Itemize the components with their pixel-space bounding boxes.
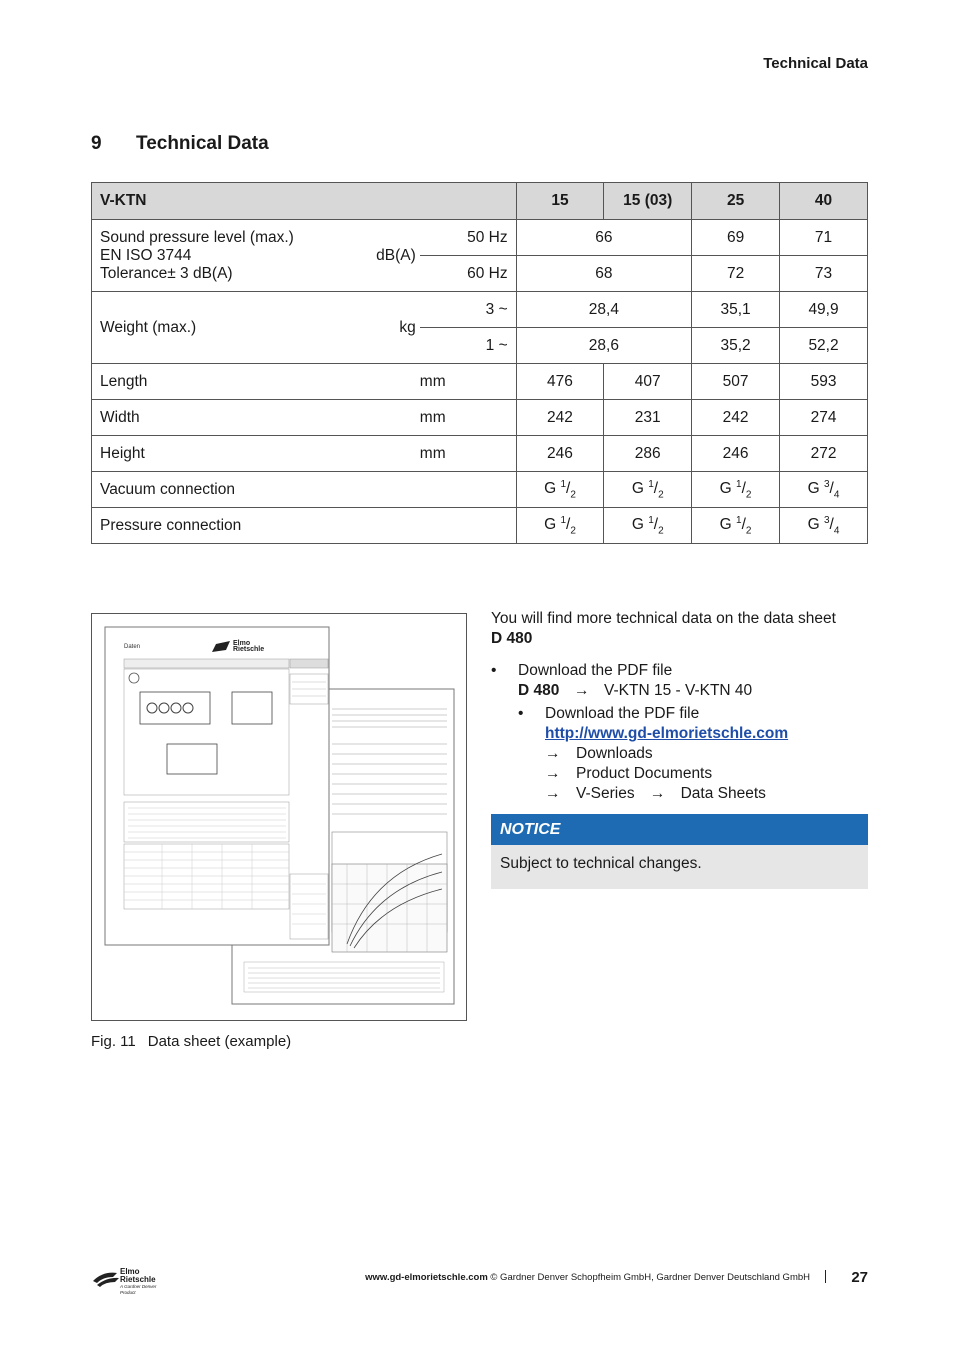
bullet: • <box>518 705 524 722</box>
footer-divider <box>825 1270 826 1283</box>
sound-unit: dB(A) <box>376 246 416 264</box>
arrow-icon: → <box>573 682 590 699</box>
weight-sub-label: 3 ~ <box>420 292 516 328</box>
footer-text: © Gardner Denver Schopfheim GmbH, Gardner Denver Deutschland GmbH <box>487 1272 810 1283</box>
figure-caption-text: Data sheet (example) <box>147 1033 292 1050</box>
sheet-code: D 480 <box>518 682 560 699</box>
table-cell: 507 <box>692 364 780 400</box>
table-cell: 35,1 <box>692 292 780 328</box>
table-cell: G $^1/_2$ <box>604 472 692 508</box>
table-cell: 28,4 <box>516 292 692 328</box>
table-cell: 274 <box>780 400 868 436</box>
list-item <box>518 704 788 804</box>
footer-brand-tag: A Gardner Denver Product <box>120 1284 157 1295</box>
weight-sub-label: 1 ~ <box>420 328 516 364</box>
table-row <box>92 400 868 436</box>
arrow-icon: → <box>545 785 561 802</box>
table-cell: 72 <box>692 256 780 292</box>
table-cell: 71 <box>780 220 868 256</box>
path-data-sheets: Data Sheets <box>680 785 766 802</box>
row-unit: mm <box>420 400 516 436</box>
table-cell: 246 <box>692 436 780 472</box>
sound-standard: EN ISO 3744 <box>100 246 192 264</box>
sound-sub-label: 60 Hz <box>420 256 516 292</box>
model-range: V-KTN 15 - V-KTN 40 <box>604 682 753 699</box>
data-sheet-illustration <box>92 614 466 1020</box>
data-sheet-figure <box>91 613 467 1021</box>
weight-label-cell <box>92 292 420 364</box>
table-cell: 52,2 <box>780 328 868 364</box>
table-row <box>92 220 868 256</box>
section-number: 9 <box>91 133 102 154</box>
sound-sub-label: 50 Hz <box>420 220 516 256</box>
row-label: Height <box>92 436 420 472</box>
table-cell: G $^1/_2$ <box>692 472 780 508</box>
table-row <box>92 292 868 328</box>
notice-text: Subject to technical changes. <box>491 845 868 889</box>
table-cell: G $^3/_4$ <box>780 472 868 508</box>
table-cell: G $^3/_4$ <box>780 508 868 544</box>
table-row <box>92 436 868 472</box>
table-cell: 69 <box>692 220 780 256</box>
page-number: 27 <box>851 1269 868 1286</box>
info-paragraph <box>491 609 871 649</box>
sound-tolerance: Tolerance± 3 dB(A) <box>100 264 233 282</box>
weight-label: Weight (max.) <box>100 318 197 336</box>
table-cell: 35,2 <box>692 328 780 364</box>
table-cell: 28,6 <box>516 328 692 364</box>
arrow-icon: → <box>649 785 666 802</box>
table-cell: 49,9 <box>780 292 868 328</box>
section-title: Technical Data <box>136 133 269 154</box>
svg-text:Rietschle: Rietschle <box>233 646 265 653</box>
table-cell: G $^1/_2$ <box>516 472 604 508</box>
table-cell: 231 <box>604 400 692 436</box>
table-cell: 242 <box>516 400 604 436</box>
path-v-series: V-Series <box>576 785 635 802</box>
table-cell: G $^1/_2$ <box>604 508 692 544</box>
weight-unit: kg <box>399 319 416 336</box>
row-label: Length <box>92 364 420 400</box>
info-text: You will find more technical data on the data sheet <box>491 610 836 627</box>
table-row <box>92 472 868 508</box>
footer-brand: Rietschle <box>120 1275 156 1284</box>
table-cell: 68 <box>516 256 692 292</box>
bullet-text: Download the PDF file <box>545 705 700 722</box>
table-cell: 407 <box>604 364 692 400</box>
footer-url: www.gd-elmorietschle.com <box>365 1272 488 1283</box>
info-sheet-code: D 480 <box>491 630 533 647</box>
table-cell: 242 <box>692 400 780 436</box>
table-cell: 286 <box>604 436 692 472</box>
path-downloads: Downloads <box>576 745 653 762</box>
sound-label-cell <box>92 220 420 292</box>
path-product-documents: Product Documents <box>576 765 713 782</box>
table-row <box>92 364 868 400</box>
table-cell: G $^1/_2$ <box>692 508 780 544</box>
row-unit: mm <box>420 364 516 400</box>
table-row <box>92 508 868 544</box>
table-header-row <box>92 183 868 220</box>
running-header: Technical Data <box>763 55 868 72</box>
svg-text:Daten: Daten <box>124 644 141 650</box>
list-item <box>491 661 752 701</box>
header-model: 15 <box>516 183 604 220</box>
table-cell: 73 <box>780 256 868 292</box>
footer-brand: Elmo <box>120 1267 140 1276</box>
header-model: 40 <box>780 183 868 220</box>
sound-label: Sound pressure level (max.) <box>100 228 294 246</box>
figure-caption <box>91 1033 291 1050</box>
svg-text:Elmo: Elmo <box>233 640 251 647</box>
row-label: Vacuum connection <box>92 472 517 508</box>
row-label: Width <box>92 400 420 436</box>
table-cell: 593 <box>780 364 868 400</box>
arrow-icon: → <box>545 745 561 762</box>
table-cell: 246 <box>516 436 604 472</box>
table-cell: 272 <box>780 436 868 472</box>
row-label: Pressure connection <box>92 508 517 544</box>
footer-logo <box>91 1267 171 1296</box>
website-link[interactable]: http://www.gd-elmorietschle.com <box>545 725 789 742</box>
figure-number: Fig. 11 <box>91 1033 136 1050</box>
table-cell: G $^1/_2$ <box>516 508 604 544</box>
notice-title: NOTICE <box>491 814 868 845</box>
footer-copyright <box>365 1272 810 1283</box>
table-cell: 476 <box>516 364 604 400</box>
header-label: V-KTN <box>92 183 420 220</box>
header-model: 15 (03) <box>604 183 692 220</box>
technical-data-table <box>91 182 868 544</box>
bullet-text: Download the PDF file <box>518 662 673 679</box>
arrow-icon: → <box>545 765 561 782</box>
header-model: 25 <box>692 183 780 220</box>
table-cell: 66 <box>516 220 692 256</box>
row-unit: mm <box>420 436 516 472</box>
bullet: • <box>491 662 497 679</box>
